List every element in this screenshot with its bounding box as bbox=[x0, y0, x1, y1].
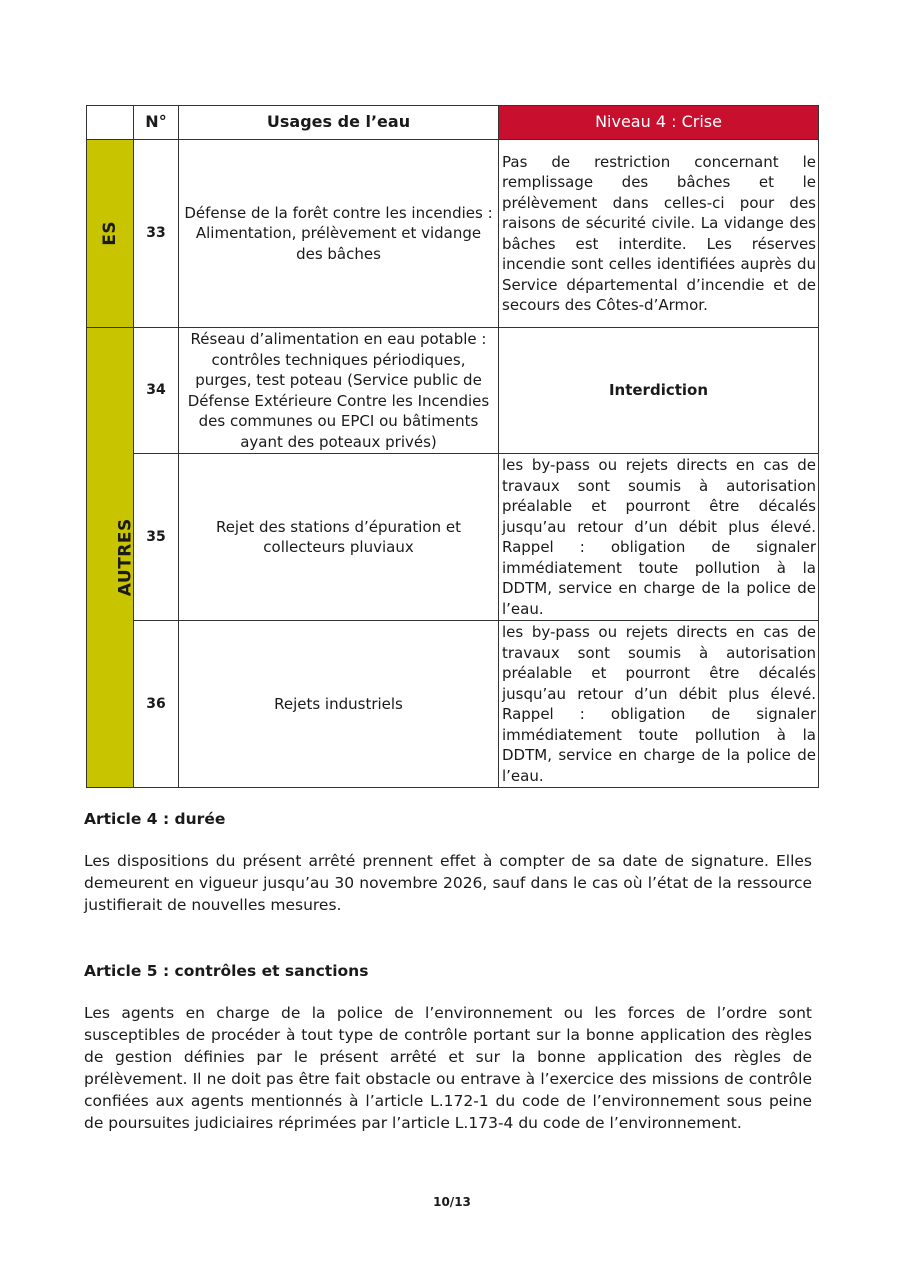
category-es-label: ES bbox=[99, 221, 120, 246]
header-usage: Usages de l’eau bbox=[179, 106, 499, 140]
table-row bbox=[87, 621, 819, 788]
header-level-crisis: Niveau 4 : Crise bbox=[499, 106, 819, 140]
article-5-title: Article 5 : contrôles et sanctions bbox=[84, 962, 369, 980]
article-4-title: Article 4 : durée bbox=[84, 810, 226, 828]
category-autres bbox=[87, 328, 134, 788]
category-autres-label: AUTRES bbox=[115, 518, 136, 597]
row-number: 35 bbox=[134, 454, 179, 621]
row-number: 36 bbox=[134, 621, 179, 788]
article-4-text: Les dispositions du présent arrêté prennent effet à compter de sa date de signature. Elles demeurent en vigueur jusqu’au 30 novembre 2026, sauf dans le cas où l’état de la ressource justifierait de nouvelles mesures. bbox=[84, 852, 812, 914]
row-number: 34 bbox=[134, 328, 179, 454]
row-usage: Rejets industriels bbox=[179, 621, 499, 788]
page-number: 10/13 bbox=[433, 1195, 471, 1209]
row-rule: les by-pass ou rejets directs en cas de travaux sont soumis à autorisation préalable et pourront être décalés jusqu’au retour d’un débit plus élevé. Rappel : obligation de signaler immédiatement toute pollution à la DDTM, service en charge de la police de l’eau. bbox=[499, 621, 819, 788]
header-blank bbox=[87, 106, 134, 140]
table-header-row bbox=[87, 106, 819, 140]
row-usage: Réseau d’alimentation en eau potable : contrôles techniques périodiques, purges, test poteau (Service public de Défense Extérieure Contre les Incendies des communes ou EPCI ou bâtiments ayant des poteaux privés) bbox=[179, 328, 499, 454]
table-row bbox=[87, 328, 819, 454]
article-5-text: Les agents en charge de la police de l’environnement ou les forces de l’ordre sont susceptibles de procéder à tout type de contrôle portant sur la bonne application des règles de gestion définies par le présent arrêté et sur la bonne application des règles de prélèvement. Il ne doit pas être fait obstacle ou entrave à l’exercice des missions de contrôle confiées aux agents mentionnés à l’article L.172-1 du code de l’environnement sous peine de poursuites judiciaires réprimées par l’article L.173-4 du code de l’environnement. bbox=[84, 1004, 812, 1132]
table-row bbox=[87, 454, 819, 621]
row-usage: Défense de la forêt contre les incendies : Alimentation, prélèvement et vidange des bâches bbox=[179, 140, 499, 328]
water-usage-table bbox=[86, 105, 819, 788]
category-es bbox=[87, 140, 134, 328]
row-number: 33 bbox=[134, 140, 179, 328]
header-number: N° bbox=[134, 106, 179, 140]
row-rule: Pas de restriction concernant le remplissage des bâches et le prélèvement dans celles-ci pour des raisons de sécurité civile. La vidange des bâches est interdite. Les réserves incendie sont celles identifiées auprès du Service départemental d’incendie et de secours des Côtes-d’Armor. bbox=[499, 140, 819, 328]
row-usage: Rejet des stations d’épuration et collecteurs pluviaux bbox=[179, 454, 499, 621]
table-row bbox=[87, 140, 819, 328]
row-rule: Interdiction bbox=[499, 328, 819, 454]
row-rule: les by-pass ou rejets directs en cas de travaux sont soumis à autorisation préalable et pourront être décalés jusqu’au retour d’un débit plus élevé. Rappel : obligation de signaler immédiatement toute pollution à la DDTM, service en charge de la police de l’eau. bbox=[499, 454, 819, 621]
